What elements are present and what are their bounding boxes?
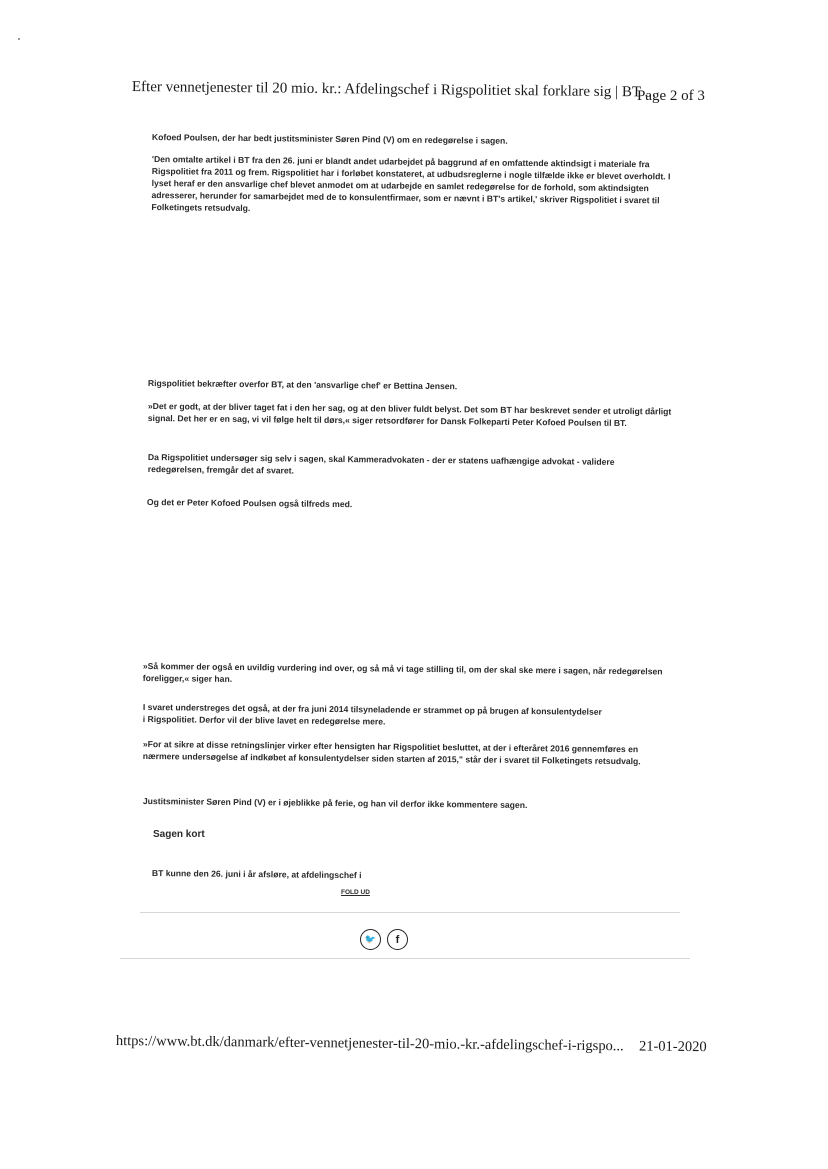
article-paragraph: Da Rigspolitiet undersøger sig selv i sagen, skal Kammeradvokaten - der er statens uafhængige advokat - validere redegørelsen, fremgår det af svaret. bbox=[147, 451, 615, 476]
box-text: BT kunne den 26. juni i år afsløre, at afdelingschef i bbox=[151, 867, 362, 881]
article-paragraph: »For at sikre at disse retningslinjer virker efter hensigten har Rigspolitiet besluttet, at der i efteråret 2016 gennemføres en nærmere undersøgelse af indkøbet af konsulentydelser siden starten af 2015," står der i svaret til Folketingets retsudvalg. bbox=[142, 738, 641, 767]
divider bbox=[140, 912, 680, 913]
page-title: Efter vennetjenester til 20 mio. kr.: Afdelingschef i Rigspolitiet skal forklare sig | BT ... bbox=[131, 78, 656, 101]
page-number: Page 2 of 3 bbox=[637, 88, 705, 104]
article-paragraph: Kofoed Poulsen, der har bedt justitsminister Søren Pind (V) om en redegørelse i sagen. bbox=[151, 131, 508, 146]
page-footer bbox=[116, 1033, 707, 1056]
twitter-glyph: 🐦 bbox=[364, 934, 377, 944]
scan-speck bbox=[18, 38, 20, 40]
facebook-glyph: f bbox=[395, 933, 400, 946]
article-paragraph: »Det er godt, at der bliver taget fat i den her sag, og at den bliver fuldt belyst. Det som BT har beskrevet sender et utroligt dårligt signal. Det her er en sag, vi vil følge helt til dørs,« siger retsordfører for Dansk Folkeparti Peter Kofoed Poulsen til BT. bbox=[147, 400, 672, 429]
social-share bbox=[360, 929, 408, 950]
divider bbox=[120, 958, 690, 959]
article-paragraph: »Så kommer der også en uvildig vurdering ind over, og så må vi tage stilling til, om der skal ske mere i sagen, når redegørelsen foreligger,« siger han. bbox=[142, 660, 663, 684]
article-paragraph: I svaret understreges det også, at der fra juni 2014 tilsyneladende er strammet op på brugen af konsulentydelser i Rigspolitiet. Derfor vil der blive lavet en redegørelse mere. bbox=[142, 701, 602, 727]
source-url: https://www.bt.dk/danmark/efter-vennetjenester-til-20-mio.-kr.-afdelingschef-i-rigspo... bbox=[115, 1033, 624, 1055]
twitter-icon[interactable] bbox=[360, 929, 381, 950]
facebook-icon[interactable] bbox=[387, 929, 408, 950]
fold-out-link[interactable]: FOLD UD bbox=[341, 889, 370, 896]
box-heading: Sagen kort bbox=[153, 829, 205, 840]
print-date: 21-01-2020 bbox=[638, 1038, 707, 1056]
article-paragraph: Justitsminister Søren Pind (V) er i øjeblikke på ferie, og han vil derfor ikke kommentere sagen. bbox=[142, 795, 528, 811]
article-paragraph: Og det er Peter Kofoed Poulsen også tilfreds med. bbox=[146, 496, 353, 510]
article-paragraph: 'Den omtalte artikel i BT fra den 26. juni er blandt andet udarbejdet på baggrund af en omfattende aktindsigt i materiale fra Rigspolitiet fra 2011 og frem. Rigspolitiet har i forløbet konstateret, at udbudsreglerne i nogle tilfælde ikke er blevet overholdt. I lyset heraf er den ansvarlige chef blevet anmodet om at udarbejde en samlet redegørelse for de forhold, som aktindsigten adresserer, herunder for samarbejdet med de to konsulentfirmaer, som er nævnt i BT's artikel,' skriver Rigspolitiet i svaret til Folketingets retsudvalg. bbox=[151, 153, 671, 214]
article-paragraph: Rigspolitiet bekræfter overfor BT, at den 'ansvarlige chef' er Bettina Jensen. bbox=[147, 377, 458, 392]
